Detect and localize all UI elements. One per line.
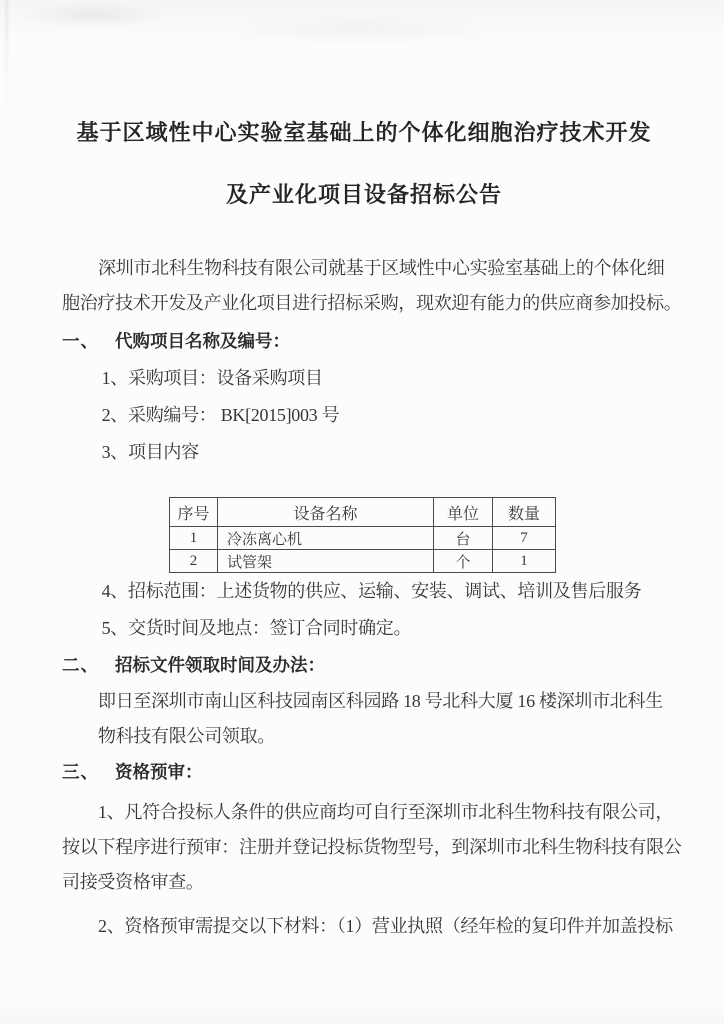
table-cell-seq: 1 bbox=[170, 527, 218, 550]
section-1-number: 一、 bbox=[62, 331, 99, 351]
section3-paragraph-1 bbox=[62, 795, 682, 900]
section1-item-4: 4、招标范围：上述货物的供应、运输、安装、调试、培训及售后服务 bbox=[101, 581, 642, 601]
section1-item-5: 5、交货时间及地点：签订合同时确定。 bbox=[101, 618, 412, 638]
table-cell-name: 冷冻离心机 bbox=[218, 527, 434, 550]
section2-body bbox=[62, 684, 666, 754]
intro-line-1: 深圳市北科生物科技有限公司就基于区域性中心实验室基础上的个体化细 bbox=[98, 258, 665, 278]
table-header-seq: 序号 bbox=[170, 498, 218, 527]
section1-item-2: 2、采购编号： BK[2015]003 号 bbox=[101, 405, 340, 425]
section-1-title: 代购项目名称及编号： bbox=[115, 331, 290, 351]
section-2-title: 招标文件领取时间及办法： bbox=[115, 655, 325, 675]
section-3-heading bbox=[62, 754, 666, 791]
document-title bbox=[62, 102, 666, 226]
section3-para1-line-2: 按以下程序进行预审：注册并登记投标货物型号，到深圳市北科生物科技有限公 bbox=[62, 837, 682, 857]
section-3-number: 三、 bbox=[62, 762, 99, 782]
table-cell-qty: 1 bbox=[493, 550, 556, 573]
table-cell-seq: 2 bbox=[170, 550, 218, 573]
section3-paragraph-2 bbox=[62, 909, 673, 944]
section-2-number: 二、 bbox=[62, 655, 99, 675]
table-header-row bbox=[170, 498, 556, 527]
table-header-unit: 单位 bbox=[434, 498, 493, 527]
table-cell-unit: 个 bbox=[434, 550, 493, 573]
title-line-2: 及产业化项目设备招标公告 bbox=[225, 182, 502, 207]
section3-para1-line-3: 司接受资格审查。 bbox=[62, 872, 204, 892]
section-3-title: 资格预审： bbox=[115, 762, 203, 782]
section3-para1-line-1: 1、凡符合投标人条件的供应商均可自行至深圳市北科生物科技有限公司， bbox=[98, 802, 674, 822]
section1-item-3: 3、项目内容 bbox=[101, 442, 199, 462]
section2-line-2: 物科技有限公司领取。 bbox=[98, 726, 275, 746]
table-cell-name: 试管架 bbox=[218, 550, 434, 573]
equipment-table bbox=[169, 497, 556, 573]
scan-artifact-bottom-band bbox=[0, 1004, 724, 1024]
intro-paragraph bbox=[62, 251, 682, 321]
table-header-name: 设备名称 bbox=[218, 498, 434, 527]
intro-line-2: 胞治疗技术开发及产业化项目进行招标采购，现欢迎有能力的供应商参加投标。 bbox=[62, 293, 682, 313]
section1-item-1: 1、采购项目：设备采购项目 bbox=[101, 368, 323, 388]
section3-para2-line-1: 2、资格预审需提交以下材料：（1）营业执照（经年检的复印件并加盖投标 bbox=[98, 916, 673, 936]
section-1-heading bbox=[62, 323, 666, 360]
table-cell-unit: 台 bbox=[434, 527, 493, 550]
table-cell-qty: 7 bbox=[493, 527, 556, 550]
table-row bbox=[170, 527, 556, 550]
section-2-heading bbox=[62, 647, 666, 684]
table-header-qty: 数量 bbox=[493, 498, 556, 527]
table-row bbox=[170, 550, 556, 573]
section2-line-1: 即日至深圳市南山区科技园南区科园路 18 号北科大厦 16 楼深圳市北科生 bbox=[98, 691, 663, 711]
title-line-1: 基于区域性中心实验室基础上的个体化细胞治疗技术开发 bbox=[76, 120, 652, 145]
